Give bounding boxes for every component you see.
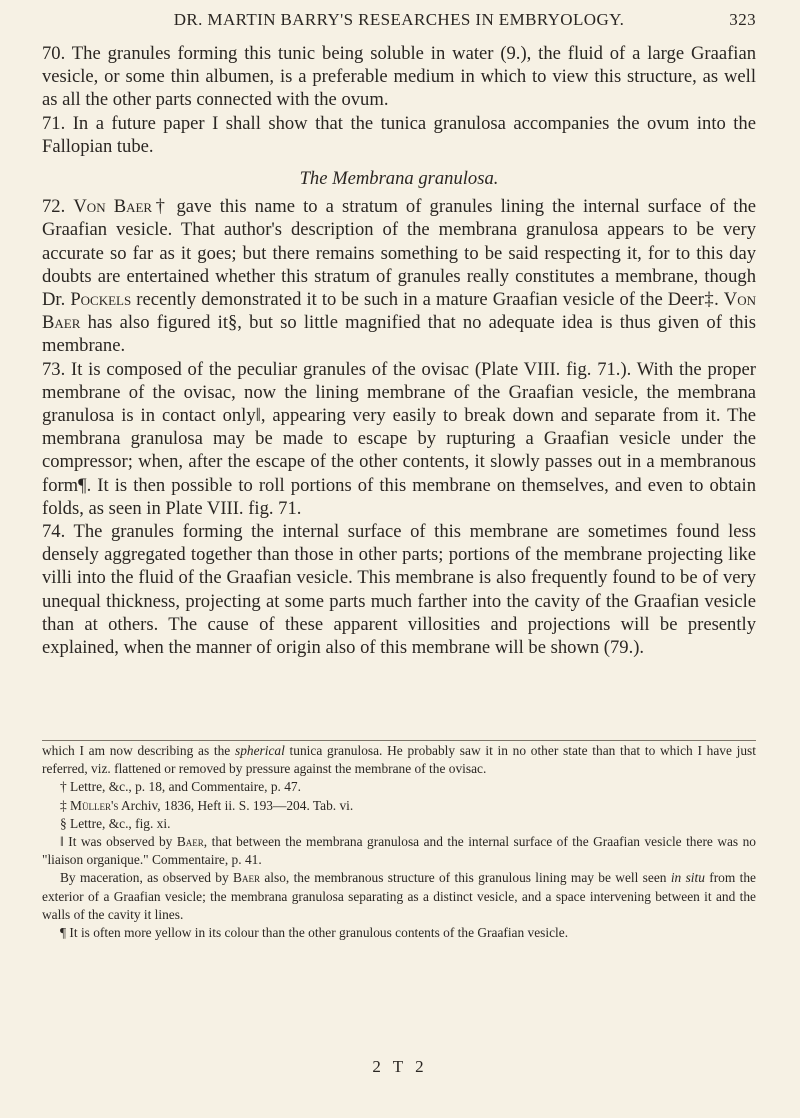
paragraph-73: 73. It is composed of the peculiar granules of the ovisac (Plate VIII. fig. 71.). With the proper membrane of the ovisac, now the lining membrane of the Graafian vesicle, the membrana granulosa is in contact only‖, appearing very easily to break down and separate from it. The membrana granulosa may be made to escape by rupturing a Graafian vesicle under the compressor; when, after the escape of the other contents, it slowly passes out in a membranous form¶. It is then possible to roll portions of this membrane on themselves, and even to obtain folds, as seen in Plate VIII. fig. 71. xyxy=(42,358,756,519)
fn-cont-text-2: tunica granulosa. He probably saw it in no other state than that to which I have just referred, viz. flattened or removed by pressure against the membrane of the ovisac. xyxy=(42,743,756,777)
author-pockels: Pockels xyxy=(70,289,132,311)
fn-author-baer-2: Baer xyxy=(233,870,260,886)
fn-ddagger-mark: ‡ xyxy=(60,797,71,813)
footnote-maceration xyxy=(42,869,756,924)
main-text xyxy=(42,42,756,659)
fn-cont-italic: spherical xyxy=(234,743,285,758)
author-von-baer-2: Von Baer xyxy=(42,289,757,334)
footnote-parallel xyxy=(42,833,756,869)
footnote-section: § Lettre, &c., fig. xi. xyxy=(60,815,171,831)
running-header xyxy=(42,10,756,40)
fn-cont-text-1: which I am now describing as the xyxy=(42,743,235,758)
fn-mac-text-2: also, the membranous structure of this granulous lining may be well seen xyxy=(259,870,671,886)
p72-number: 72. xyxy=(42,196,74,218)
footnote-continuation xyxy=(42,742,756,778)
fn-author-baer: Baer xyxy=(176,834,204,850)
paragraph-71: 71. In a future paper I shall show that the tunica granulosa accompanies the ovum into the Fallopian tube. xyxy=(42,112,756,157)
fn-mac-italic: in situ xyxy=(670,870,705,886)
fn-par-text-1: ‖ It was observed by xyxy=(60,834,177,850)
fn-par-text-2: , that between the membrana granulosa and the internal surface of the Graafian vesicle there was no "liaison organique." Commentaire, p. 41. xyxy=(42,834,757,868)
footnote-divider xyxy=(42,740,756,741)
section-subheading: The Membrana granulosa. xyxy=(299,168,499,190)
footnotes xyxy=(42,742,756,942)
paragraph-74: 74. The granules forming the internal surface of this membrane are sometimes found less densely aggregated together than those in other parts; portions of the membrane projecting like villi into the fluid of the Graafian vesicle. This membrane is also frequently found to be of very unequal thickness, projecting at some parts much farther into the cavity of the Graafian vesicle than at others. The cause of these apparent villosities and projections will be presently explained, when the manner of origin also of this membrane will be shown (79.). xyxy=(42,521,756,659)
running-title: DR. MARTIN BARRY'S RESEARCHES IN EMBRYOLOGY. xyxy=(173,10,625,29)
fn-mac-text-3: from the exterior of a Graafian vesicle; the membrana granulosa separating as a distinct vesicle, and a space intervening between it and the walls of the cavity it lines. xyxy=(42,870,756,922)
fn-author-muller: Müller's xyxy=(70,797,119,813)
fn-ddagger-text: Archiv, 1836, Heft ii. S. 193—204. Tab. vi. xyxy=(118,797,354,813)
paragraph-70: 70. The granules forming this tunic being soluble in water (9.), the fluid of a large Graafian vesicle, or some thin albumen, is a preferable medium in which to view this structure, as well as all the other parts connected with the ovum. xyxy=(42,43,756,111)
p72-text-1: † gave this name to a stratum of granules lining the internal surface of the Graafian vesicle. That author's description of the membrana granulosa appears to be very accurate so far as it goes; but there remains something to be said respecting it, for to this day doubts are entertained whether this stratum of granules really constitutes a membrane, though Dr. xyxy=(42,196,757,311)
paragraph-72 xyxy=(42,195,756,357)
footnote-dagger: † Lettre, &c., p. 18, and Commentaire, p. 47. xyxy=(60,779,301,795)
signature-mark: 2 T 2 xyxy=(372,1057,428,1076)
page-number: 323 xyxy=(729,10,756,29)
fn-mac-text-1: By maceration, as observed by xyxy=(60,870,234,886)
p72-text-3: has also figured it§, but so little magnified that no adequate idea is thus given of this membrane. xyxy=(42,312,756,357)
footnote-double-dagger xyxy=(42,797,756,815)
p72-text-2: recently demonstrated it to be such in a mature Graafian vesicle of the Deer‡. xyxy=(131,289,724,311)
footnote-pilcrow: ¶ It is often more yellow in its colour than the other granulous contents of the Graafian vesicle. xyxy=(60,925,569,941)
author-von-baer: Von Baer xyxy=(73,196,153,218)
